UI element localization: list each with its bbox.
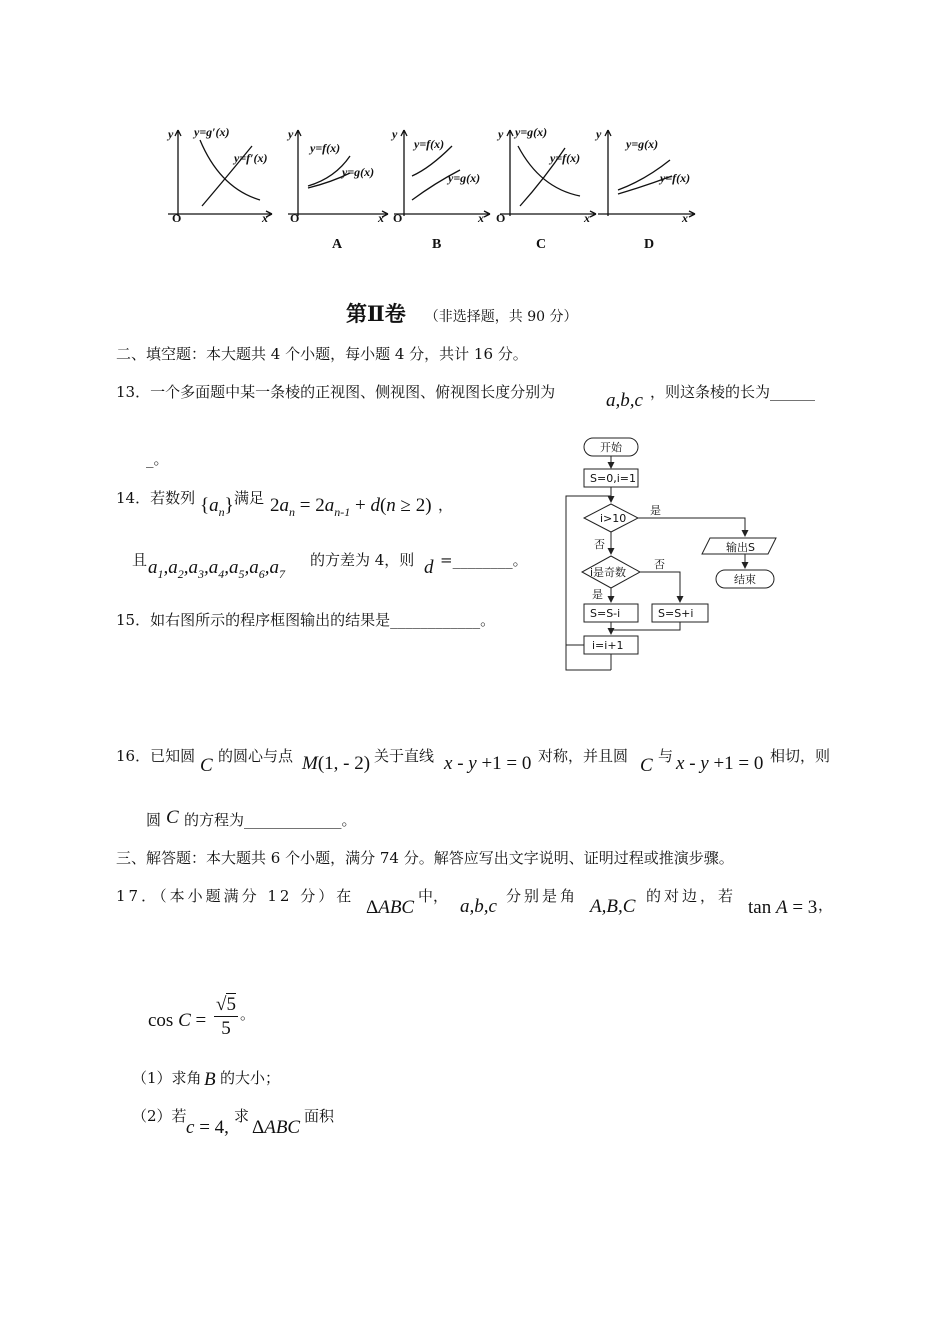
q16-var-c3: C [166, 807, 179, 828]
panel2-x-label: x [378, 211, 384, 225]
panel2-curve2-label: y=g(x) [342, 165, 375, 179]
flow-end-label: 结束 [734, 573, 756, 586]
panel5-y-label: y [596, 127, 602, 141]
q14-recurrence: $2a_n = 2a_{n-1} + d(n \ge 2)$ [270, 495, 432, 519]
panel5-curve1-label: y=g(x) [626, 137, 659, 151]
panel3-origin: O [393, 211, 403, 225]
q17-sub2-b: 求 [234, 1107, 250, 1125]
flow-start-label: 开始 [600, 441, 622, 454]
q17-cos-lhs: cos C = [148, 1010, 207, 1031]
flow-inc-label: i=i+1 [592, 639, 624, 652]
q17-text-b: 中， [418, 887, 449, 905]
q16-text-e: 与 [658, 747, 674, 765]
q17-tanA: tan A = 3 [748, 897, 818, 918]
q17-den: 5 [221, 1018, 231, 1039]
q13-text-b: ，则这条棱的长为______ [650, 383, 816, 401]
q16-point-m: M(1, - 2) [302, 753, 371, 774]
q16-var-c: C [200, 755, 213, 776]
q17-sub2-tri: ΔABC [252, 1117, 301, 1138]
q16-text-c: 关于直线 [374, 747, 435, 765]
panel4-curve1-label: y=g(x) [515, 125, 548, 139]
panel3-letter: B [432, 237, 442, 252]
q17-comma: ， [818, 896, 834, 914]
panel2-origin: O [290, 211, 300, 225]
flowchart [560, 432, 790, 672]
panel1-origin: O [172, 211, 182, 225]
q16-line2-b: 的方程为_____________。 [184, 811, 357, 829]
part3-header: 三、解答题：本大题共 6 个小题，满分 74 分。解答应写出文字说明、证明过程或推演步骤。 [116, 849, 734, 867]
q13-line2: _。 [146, 450, 169, 468]
panel2-y-label: y [288, 127, 294, 141]
panel3-y-label: y [392, 127, 398, 141]
flow-sub-label: S=S-i [590, 607, 621, 620]
flow-no1-label: 否 [594, 538, 605, 551]
flow-add-label: S=S+i [658, 607, 694, 620]
q17-text-c: 分别是角 [506, 887, 579, 905]
q17-text-a: 17．（本小题满分 12 分）在 [116, 887, 355, 905]
q14-line2-b: 的方差为 4，则 [310, 551, 415, 569]
panel4-letter: C [536, 237, 547, 252]
q17-math-ABC: A,B,C [590, 896, 636, 917]
q16-text-b: 的圆心与点 [218, 747, 294, 765]
flow-yes2-label: 是 [592, 588, 603, 601]
q17-sqrt-num: 5 [226, 994, 236, 1015]
panel2-curve1-label: y=f(x) [310, 141, 341, 155]
q13-text-a: 13．一个多面题中某一条棱的正视图、侧视图、俯视图长度分别为 [116, 383, 556, 401]
q17-triangle: ΔABC [366, 897, 415, 918]
flow-no2-label: 否 [654, 558, 665, 571]
q17-sub1-b: 的大小； [220, 1069, 281, 1087]
q14-text-b: 满足 [234, 489, 265, 507]
q17-period: 。 [240, 1005, 256, 1023]
q14-terms: $a_1,a_2,a_3,a_4,a_5,a_6,a_7$ [148, 557, 285, 581]
flow-cond2-label: i是奇数 [590, 566, 627, 579]
section-title [346, 298, 578, 328]
panel5-letter: D [644, 237, 655, 252]
q14-line2-c: =________。 [440, 551, 528, 569]
q17-sub2-math: c = 4, [186, 1117, 229, 1138]
section-subtitle: （非选择题，共 90 分） [424, 309, 578, 325]
q17-text-d: 的对边，若 [646, 887, 737, 905]
q17-sub1-a: （1）求角 [132, 1069, 202, 1087]
section-title-main: 第Ⅱ卷 [346, 301, 406, 326]
q16-text-a: 16．已知圆 [116, 747, 196, 765]
q14-seq: $\{a_n\}$ [200, 495, 234, 519]
q14-text-c: ， [438, 496, 454, 514]
panel1-y-label: y [168, 127, 174, 141]
panel3-curve1-label: y=f(x) [414, 137, 445, 151]
part2-header: 二、填空题：本大题共 4 个小题，每小题 4 分，共计 16 分。 [116, 345, 528, 363]
q14-var-d: d [424, 557, 434, 578]
panel3-curve2-label: y=g(x) [448, 171, 481, 185]
panel4-origin: O [496, 211, 506, 225]
q16-line2-a: 圆 [146, 811, 162, 829]
q16-line-eq: x - y +1 = 0 [444, 753, 532, 774]
flow-cond1-label: i>10 [600, 512, 627, 525]
q17-math-abc: a,b,c [460, 896, 497, 917]
panel2-letter: A [332, 237, 343, 252]
panel1-x-label: x [262, 211, 268, 225]
panel4-x-label: x [584, 211, 590, 225]
flow-yes1-label: 是 [650, 504, 661, 517]
panel4-curve2-label: y=f(x) [550, 151, 581, 165]
panel5-x-label: x [682, 211, 688, 225]
panel1-curve1-label: y=g′(x) [194, 125, 230, 139]
q13-math: a,b,c [606, 390, 643, 411]
panel5-curve2-label: y=f(x) [660, 171, 691, 185]
q17-sub2-c: 面积 [304, 1107, 335, 1125]
panel4-y-label: y [498, 127, 504, 141]
q17-fraction: √5 5 [214, 994, 238, 1041]
flow-output-label: 输出S [726, 541, 755, 554]
q17-sub1-var: B [204, 1069, 216, 1090]
q14-line2-a: 且 [132, 551, 148, 569]
q14-text-a: 14．若数列 [116, 489, 196, 507]
q16-text-d: 对称，并且圆 [538, 747, 629, 765]
panel1-curve2-label: y=f′(x) [234, 151, 268, 165]
flow-init-label: S=0,i=1 [590, 472, 636, 485]
panel3-x-label: x [478, 211, 484, 225]
function-graphs-strip [160, 118, 705, 258]
q16-text-f: 相切，则 [770, 747, 831, 765]
q15-text: 15．如右图所示的程序框图输出的结果是____________。 [116, 611, 496, 629]
q17-sub2-a: （2）若 [132, 1107, 187, 1125]
q16-var-c2: C [640, 755, 653, 776]
q16-line-eq2: x - y +1 = 0 [676, 753, 764, 774]
